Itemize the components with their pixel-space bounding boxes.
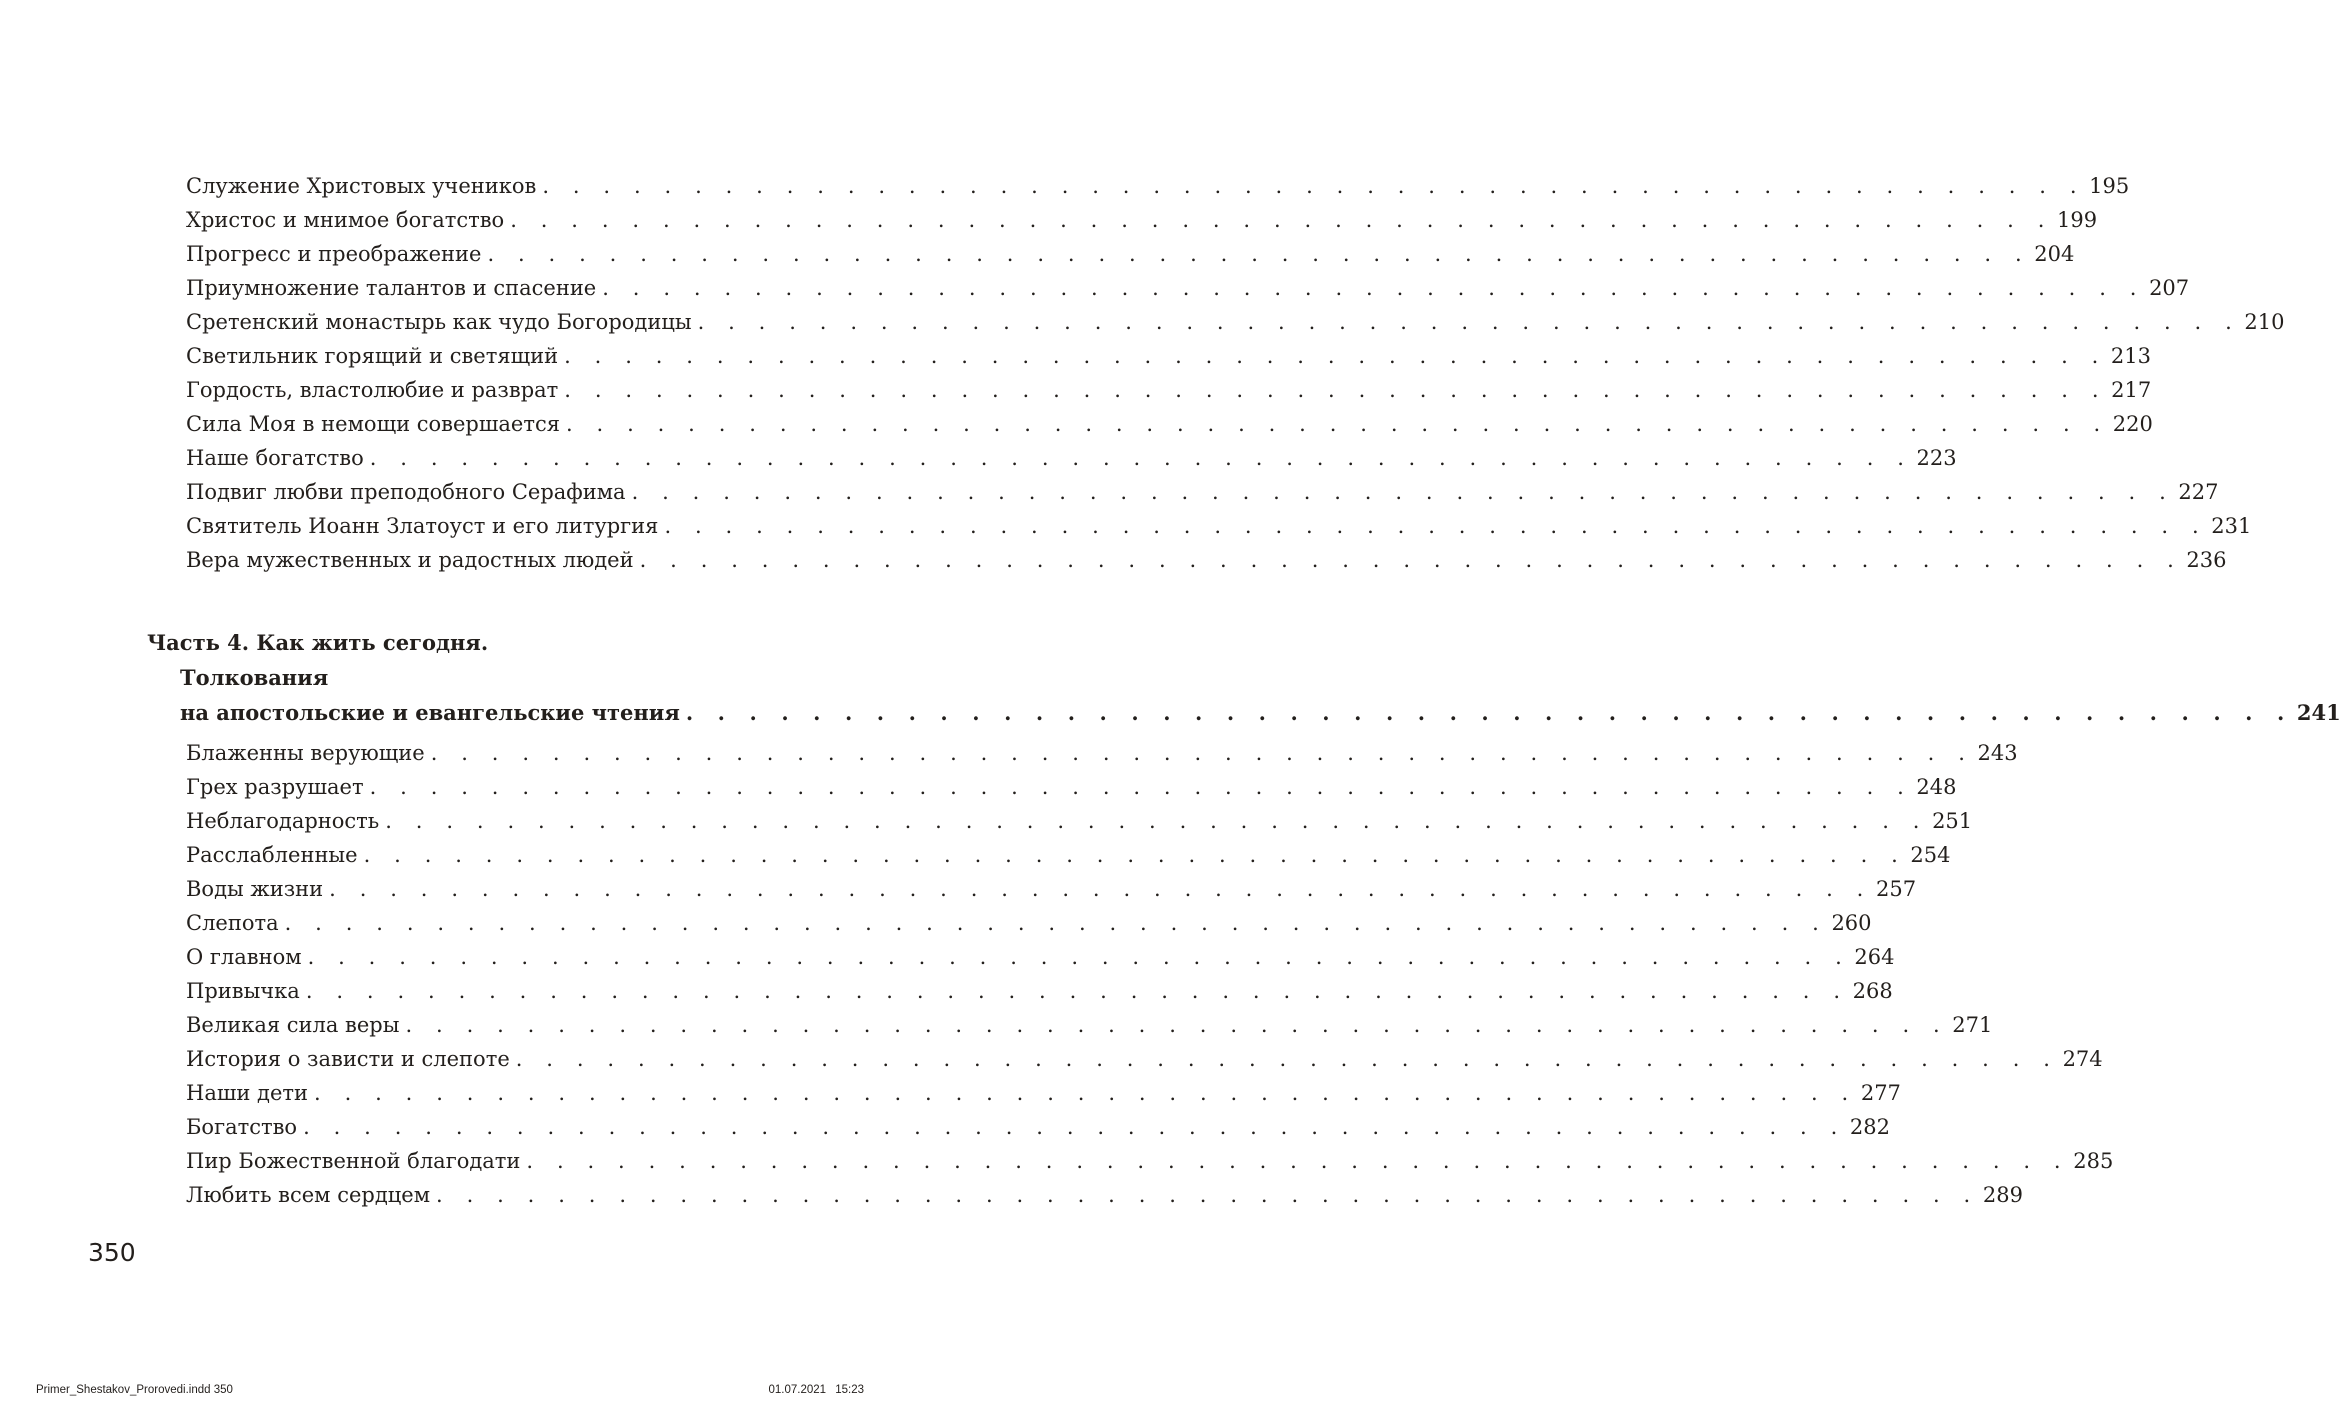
toc-entry-page: 282 [1849, 1115, 1890, 1139]
toc-entry-title: Гордость, властолюбие и разврат [186, 378, 559, 402]
toc-entry-page: 289 [1982, 1183, 2023, 1207]
toc-entry [186, 1144, 2114, 1178]
toc-entry-page: 195 [2089, 174, 2130, 198]
toc-entry-title: Расслабленные [186, 843, 358, 867]
toc-entry [186, 237, 2075, 271]
toc-entry-part4 [180, 696, 2341, 730]
dot-leader: . . . . . . . . . . . . . . . . . . . . . . . . . . . . . . . . . . . . . . . . . . . . . . . . . . . [515, 1047, 2059, 1071]
toc-entry-page: 268 [1852, 979, 1893, 1003]
toc-entry-page: 241 [2296, 700, 2341, 725]
toc-entry [186, 1076, 1901, 1110]
toc-entry-title: Великая сила веры [186, 1013, 400, 1037]
dot-leader: . . . . . . . . . . . . . . . . . . . . . . . . . . . . . . . . . . . . . . . . . . . . . . . . . . . [565, 412, 2109, 436]
toc-entry-title: Вера мужественных и радостных людей [186, 548, 634, 572]
toc-entry [186, 974, 1893, 1008]
toc-entry-title: Воды жизни [186, 877, 324, 901]
toc-entry-title: Богатство [186, 1115, 298, 1139]
toc-entry-title: О главном [186, 945, 302, 969]
toc-entry-title: Христос и мнимое богатство [186, 208, 505, 232]
toc-entry-title: Неблагодарность [186, 809, 380, 833]
dot-leader: . . . . . . . . . . . . . . . . . . . . . . . . . . . . . . . . . . . . . . . . . . . . . . . . . . . [526, 1149, 2070, 1173]
dot-leader: . . . . . . . . . . . . . . . . . . . . . . . . . . . . . . . . . . . . . . . . . . . . . . . . . . . [385, 809, 1929, 833]
dot-leader: . . . . . . . . . . . . . . . . . . . . . . . . . . . . . . . . . . . . . . . . . . . . . . . . . . . [487, 242, 2031, 266]
dot-leader: . . . . . . . . . . . . . . . . . . . . . . . . . . . . . . . . . . . . . . . . . . . . . . . . . . . [542, 174, 2086, 198]
toc-entry-title: Прогресс и преображение [186, 242, 482, 266]
toc-entry-page: 257 [1875, 877, 1917, 901]
toc-entry [186, 1178, 2023, 1212]
toc-entry-title: Привычка [186, 979, 300, 1003]
dot-leader: . . . . . . . . . . . . . . . . . . . . . . . . . . . . . . . . . . . . . . . . . . . . . . . . . . . [639, 548, 2183, 572]
toc-entry [186, 940, 1895, 974]
dot-leader: . . . . . . . . . . . . . . . . . . . . . . . . . . . . . . . . . . . . . . . . . . . . . . . . . . . [697, 310, 2241, 334]
print-slug-file: Primer_Shestakov_Prorovedi.indd 350 [36, 1384, 233, 1396]
toc-entry [186, 804, 1973, 838]
dot-leader: . . . . . . . . . . . . . . . . . . . . . . . . . . . . . . . . . . . . . . . . . . . . . . . . . . . [631, 480, 2175, 504]
toc-entry-page: 223 [1916, 446, 1957, 470]
toc-entry-page: 236 [2186, 548, 2227, 572]
toc-entry-page: 217 [2111, 378, 2152, 402]
toc-entry-title: Подвиг любви преподобного Серафима [186, 480, 626, 504]
dot-leader: . . . . . . . . . . . . . . . . . . . . . . . . . . . . . . . . . . . . . . . . . . . . . . . . . . . [510, 208, 2054, 232]
toc-entry-title: на апостольские и евангельские чтения [180, 700, 680, 725]
toc-entry [186, 305, 2285, 339]
toc-entry [186, 373, 2152, 407]
toc-entry-title: Пир Божественной благодати [186, 1149, 521, 1173]
dot-leader: . . . . . . . . . . . . . . . . . . . . . . . . . . . . . . . . . . . . . . . . . . . . . . . . . . . [329, 877, 1872, 901]
toc-entry [186, 1042, 2103, 1076]
dot-leader: . . . . . . . . . . . . . . . . . . . . . . . . . . . . . . . . . . . . . . . . . . . . . . . . . . . [405, 1013, 1949, 1037]
toc-entry-page: 204 [2034, 242, 2075, 266]
toc-entry-page: 271 [1952, 1013, 1993, 1037]
page-number: 350 [88, 1238, 136, 1267]
toc-entry-page: 254 [1910, 843, 1951, 867]
dot-leader: . . . . . . . . . . . . . . . . . . . . . . . . . . . . . . . . . . . . . . . . . . . . . . . . . . . [307, 945, 1851, 969]
toc-entry [186, 407, 2153, 441]
dot-leader: . . . . . . . . . . . . . . . . . . . . . . . . . . . . . . . . . . . . . . . . . . . . . . . . . . . [685, 700, 2293, 725]
toc-entry-page: 210 [2244, 310, 2285, 334]
dot-leader: . . . . . . . . . . . . . . . . . . . . . . . . . . . . . . . . . . . . . . . . . . . . . . . . . . . [564, 378, 2108, 402]
dot-leader: . . . . . . . . . . . . . . . . . . . . . . . . . . . . . . . . . . . . . . . . . . . . . . . . . . . [564, 344, 2107, 368]
toc-entry-title: Грех разрушает [186, 775, 364, 799]
toc-entry [186, 1110, 1890, 1144]
dot-leader: . . . . . . . . . . . . . . . . . . . . . . . . . . . . . . . . . . . . . . . . . . . . . . . . . . . [664, 514, 2208, 538]
toc-entry [186, 339, 2151, 373]
part-4-subtitle-line1: Толкования [180, 665, 329, 690]
toc-entry-page: 277 [1860, 1081, 1901, 1105]
toc-list-part4 [186, 736, 2114, 1212]
toc-entry-title: Сила Моя в немощи совершается [186, 412, 560, 436]
toc-entry-page: 248 [1916, 775, 1957, 799]
toc-entry-page: 220 [2112, 412, 2153, 436]
print-slug-datetime: 01.07.2021 15:23 [768, 1384, 864, 1396]
toc-entry-title: Наше богатство [186, 446, 364, 470]
dot-leader: . . . . . . . . . . . . . . . . . . . . . . . . . . . . . . . . . . . . . . . . . . . . . . . . . . . [303, 1115, 1846, 1139]
part-4-subtitle-line2 [180, 696, 2341, 730]
toc-entry-page: 213 [2110, 344, 2151, 368]
toc-entry-page: 285 [2073, 1149, 2114, 1173]
toc-entry-title: Сретенский монастырь как чудо Богородицы [186, 310, 692, 334]
toc-entry-page: 227 [2178, 480, 2219, 504]
toc-entry [186, 543, 2227, 577]
dot-leader: . . . . . . . . . . . . . . . . . . . . . . . . . . . . . . . . . . . . . . . . . . . . . . . . . . . [305, 979, 1849, 1003]
dot-leader: . . . . . . . . . . . . . . . . . . . . . . . . . . . . . . . . . . . . . . . . . . . . . . . . . . . [369, 775, 1913, 799]
toc-entry [186, 203, 2098, 237]
toc-entry [186, 838, 1951, 872]
toc-entry-title: Служение Христовых учеников [186, 174, 537, 198]
toc-entry-title: Любить всем сердцем [186, 1183, 431, 1207]
dot-leader: . . . . . . . . . . . . . . . . . . . . . . . . . . . . . . . . . . . . . . . . . . . . . . . . . . . [602, 276, 2146, 300]
toc-entry [186, 509, 2252, 543]
toc-entry-title: Слепота [186, 911, 279, 935]
toc-entry-page: 274 [2062, 1047, 2103, 1071]
toc-entry [186, 271, 2190, 305]
toc-entry-page: 231 [2211, 514, 2252, 538]
toc-list-part3 [186, 169, 2285, 577]
toc-entry [186, 475, 2219, 509]
toc-entry-title: Приумножение талантов и спасение [186, 276, 597, 300]
toc-entry-title: Светильник горящий и светящий [186, 344, 559, 368]
toc-entry [186, 872, 1917, 906]
toc-entry [186, 169, 2130, 203]
toc-entry-page: 251 [1932, 809, 1973, 833]
dot-leader: . . . . . . . . . . . . . . . . . . . . . . . . . . . . . . . . . . . . . . . . . . . . . . . . . . . [363, 843, 1907, 867]
toc-entry [186, 441, 1957, 475]
toc-entry [186, 906, 1872, 940]
toc-entry-title: История о зависти и слепоте [186, 1047, 510, 1071]
toc-entry-page: 243 [1977, 741, 2018, 765]
toc-entry-page: 207 [2149, 276, 2190, 300]
toc-entry [186, 736, 2018, 770]
toc-entry-title: Святитель Иоанн Златоуст и его литургия [186, 514, 659, 538]
dot-leader: . . . . . . . . . . . . . . . . . . . . . . . . . . . . . . . . . . . . . . . . . . . . . . . . . . . [436, 1183, 1979, 1207]
toc-entry-title: Наши дети [186, 1081, 309, 1105]
toc-entry-title: Блаженны верующие [186, 741, 425, 765]
toc-entry [186, 1008, 1993, 1042]
toc-entry-page: 264 [1854, 945, 1895, 969]
toc-entry [186, 770, 1957, 804]
dot-leader: . . . . . . . . . . . . . . . . . . . . . . . . . . . . . . . . . . . . . . . . . . . . . . . . . . . [430, 741, 1974, 765]
toc-entry-page: 260 [1831, 911, 1872, 935]
dot-leader: . . . . . . . . . . . . . . . . . . . . . . . . . . . . . . . . . . . . . . . . . . . . . . . . . . . [314, 1081, 1857, 1105]
dot-leader: . . . . . . . . . . . . . . . . . . . . . . . . . . . . . . . . . . . . . . . . . . . . . . . . . . . [284, 911, 1828, 935]
part-4-heading: Часть 4. Как жить сегодня. [147, 630, 489, 655]
dot-leader: . . . . . . . . . . . . . . . . . . . . . . . . . . . . . . . . . . . . . . . . . . . . . . . . . . . [369, 446, 1913, 470]
toc-entry-page: 199 [2057, 208, 2098, 232]
